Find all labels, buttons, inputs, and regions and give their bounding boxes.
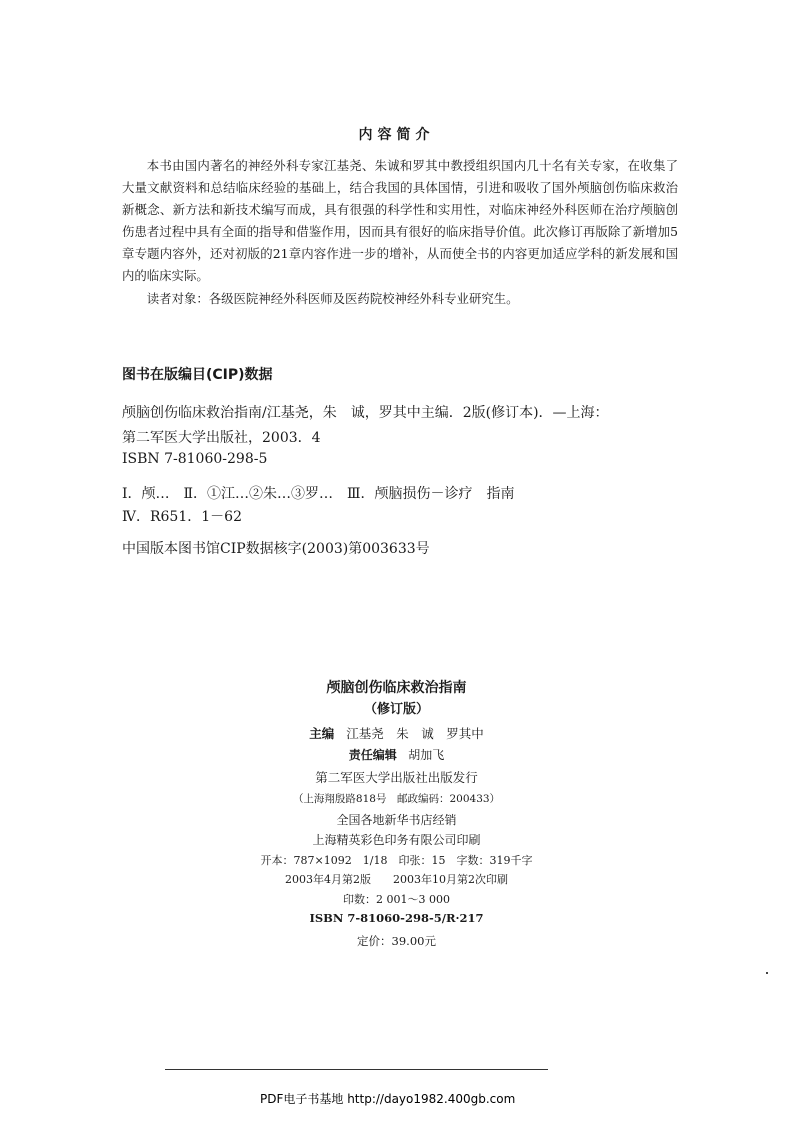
- target-readers: 读者对象：各级医院神经外科医师及医药院校神经外科专业研究生。: [146, 291, 519, 306]
- bottom-rule: [165, 1069, 548, 1070]
- imprint-isbn: ISBN 7-81060-298-5/R·217: [309, 911, 484, 925]
- scan-speck: [766, 972, 768, 974]
- resp-editor-name: 胡加飞: [408, 748, 445, 762]
- summary-body: [122, 155, 678, 287]
- editors-names: 江基尧 朱 诚 罗其中: [346, 726, 484, 741]
- imprint-publisher: 第二军医大学出版社出版发行: [315, 770, 478, 785]
- cip-line-publisher: 第二军医大学出版社，2003．4: [122, 430, 321, 446]
- imprint-price: 定价：39.00元: [357, 934, 436, 948]
- cip-line-title: 颅脑创伤临床救治指南/江基尧，朱 诚，罗其中主编．2版(修订本)．—上海：: [122, 405, 609, 421]
- cip-heading: 图书在版编目(CIP)数据: [122, 367, 273, 383]
- imprint-editions: 2003年4月第2版 2003年10月第2次印刷: [285, 873, 508, 886]
- imprint-edition: （修订版）: [363, 702, 429, 717]
- cip-line-record: 中国版本图书馆CIP数据核字(2003)第003633号: [122, 541, 430, 557]
- summary-title: 内容简介: [358, 127, 435, 143]
- summary-paragraph: 本书由国内著名的神经外科专家江基尧、朱诚和罗其中教授组织国内几十名有关专家，在收集了大量文献资料和总结临床经验的基础上，结合我国的具体国情，引进和吸收了国外颅脑创伤临床救治新概念、新方法和新技术编写而成，具有很强的科学性和实用性，对临床神经外科医师在治疗颅脑创伤患者过程中具有全面的指导和借鉴作用，因而具有很好的临床指导价值。此次修订再版除了新增加5章专题内容外，还对初版的21章内容作进一步的增补，从而使全书的内容更加适应学科的新发展和国内的临床实际。: [122, 158, 678, 283]
- editors-label: 主编: [309, 726, 335, 741]
- imprint-book-title: 颅脑创伤临床救治指南: [326, 680, 467, 696]
- imprint-print-run: 印数：2 001～3 000: [343, 893, 450, 906]
- footer-watermark[interactable]: PDF电子书基地 http://dayo1982.400gb.com: [260, 1092, 516, 1106]
- imprint-responsible-editor: [0, 746, 793, 763]
- imprint-distributor: 全国各地新华书店经销: [336, 813, 457, 827]
- cip-line-isbn: ISBN 7-81060-298-5: [122, 451, 268, 467]
- cip-line-classification: Ⅳ．R651．1－62: [122, 509, 242, 525]
- imprint-printer: 上海精英彩色印务有限公司印刷: [312, 833, 481, 847]
- imprint-editors: [0, 724, 793, 742]
- imprint-format: 开本：787×1092 1/18 印张：15 字数：319千字: [260, 854, 533, 867]
- cip-line-subjects: Ⅰ．颅… Ⅱ．①江…②朱…③罗… Ⅲ．颅脑损伤－诊疗 指南: [122, 486, 515, 502]
- resp-editor-label: 责任编辑: [348, 748, 397, 762]
- imprint-address: （上海翔殷路818号 邮政编码：200433）: [292, 793, 501, 805]
